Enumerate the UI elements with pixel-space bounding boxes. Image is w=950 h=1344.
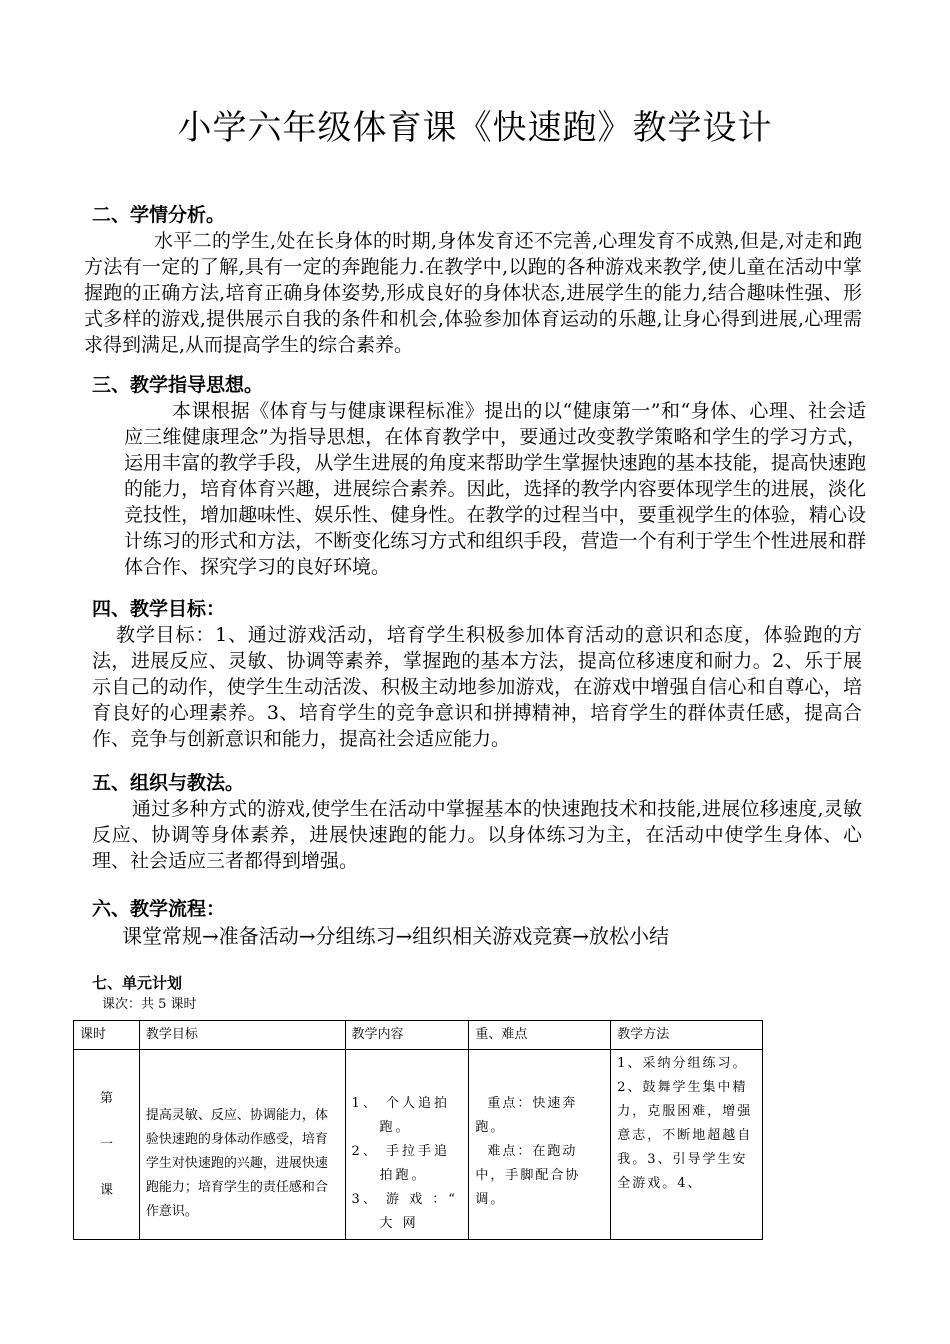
section-5-heading: 五、组织与教法。 (92, 772, 245, 794)
lesson-count: 课次：共 5 课时 (102, 997, 197, 1012)
section-3 (92, 372, 866, 580)
difficulty: 难点：在跑动中，手脚配合协调。 (475, 1144, 581, 1207)
key-point: 重点：快速奔跑。 (475, 1096, 578, 1135)
table-header-row (74, 1021, 763, 1050)
method-cell: 1、采纳分组练习。2、鼓舞学生集中精力，克服困难，增强意志，不断地超越自我。3、引导学生安全游戏。4、 (611, 1050, 763, 1240)
header-key-points: 重、难点 (469, 1021, 611, 1050)
section-2-body: 水平二的学生,处在长身体的时期,身体发育还不完善,心理发育不成熟,但是,对走和跑方法有一定的了解,具有一定的奔跑能力.在教学中,以跑的各种游戏来教学,使儿童在活动中掌握跑的正确方法,培育正确身体姿势,形成良好的身体状态,进展学生的能力,结合趣味性强、形式多样的游戏,提供展示自我的条件和机会,体验参加体育运动的乐趣,让身心得到进展,心理需求得到满足,从而提高学生的综合素养。 (84, 230, 862, 356)
header-lesson: 课时 (74, 1021, 140, 1050)
lesson-char: 课 (99, 1182, 113, 1198)
key-points-cell (469, 1050, 611, 1240)
goal-cell: 提高灵敏、反应、协调能力，体验快速跑的身体动作感受，培育学生对快速跑的兴趣，进展快速跑能力；培育学生的责任感和合作意识。 (139, 1050, 345, 1240)
section-7-heading: 七、单元计划 (92, 974, 183, 992)
content-item: 1、 个人追拍跑。 (351, 1095, 450, 1135)
teaching-flow: 课堂常规→准备活动→分组练习→组织相关游戏竞赛→放松小结 (122, 924, 670, 948)
unit-plan-table (73, 1020, 763, 1240)
header-goal: 教学目标 (139, 1021, 345, 1050)
section-6-heading: 六、教学流程： (92, 898, 226, 920)
lesson-char: 一 (99, 1136, 113, 1152)
table-row (74, 1050, 763, 1240)
content-item: 3、 游 戏 ：“ 大 网 (351, 1191, 458, 1231)
header-method: 教学方法 (611, 1021, 763, 1050)
page-title: 小学六年级体育课《快速跑》教学设计 (177, 108, 773, 148)
section-5-body: 通过多种方式的游戏,使学生在活动中掌握基本的快速跑技术和技能,进展位移速度,灵敏反应、协调等身体素养，进展快速跑的能力。以身体练习为主，在活动中使学生身体、心理、社会适应三者都得到增强。 (92, 798, 862, 872)
lesson-cell (74, 1050, 140, 1240)
content-cell (345, 1050, 469, 1240)
section-4-heading: 四、教学目标： (92, 598, 226, 620)
section-4-body: 教学目标：1、通过游戏活动，培育学生积极参加体育活动的意识和态度，体验跑的方法，进展反应、灵敏、协调等素养，掌握跑的基本方法，提高位移速度和耐力。2、乐于展示自己的动作，使学生生动活泼、积极主动地参加游戏，在游戏中增强自信心和自尊心，培育良好的心理素养。3、培育学生的竞争意识和拼搏精神，培育学生的群体责任感，提高合作、竞争与创新意识和能力，提高社会适应能力。 (92, 624, 862, 750)
section-5 (92, 770, 862, 874)
section-3-heading: 三、教学指导思想。 (92, 374, 264, 396)
section-4 (92, 596, 862, 752)
section-7 (92, 972, 862, 1012)
section-2 (84, 202, 862, 358)
lesson-char: 第 (99, 1090, 113, 1106)
section-6 (92, 896, 862, 950)
header-content: 教学内容 (345, 1021, 469, 1050)
content-item: 2、 手拉手追拍跑。 (351, 1143, 450, 1183)
section-3-body: 本课根据《体育与与健康课程标准》提出的以“健康第一”和“身体、心理、社会适应三维健康理念”为指导思想，在体育教学中，要通过改变教学策略和学生的学习方式，运用丰富的教学手段，从学生进展的角度来帮助学生掌握快速跑的基本技能，提高快速跑的能力，培育体育兴趣，进展综合素养。因此，选择的教学内容要体现学生的进展，淡化竞技性，增加趣味性、娱乐性、健身性。在教学的过程当中，要重视学生的体验，精心设计练习的形式和方法，不断变化练习方式和组织手段，营造一个有利于学生个性进展和群体合作、探究学习的良好环境。 (124, 400, 866, 578)
section-2-heading: 二、学情分析。 (92, 204, 226, 226)
